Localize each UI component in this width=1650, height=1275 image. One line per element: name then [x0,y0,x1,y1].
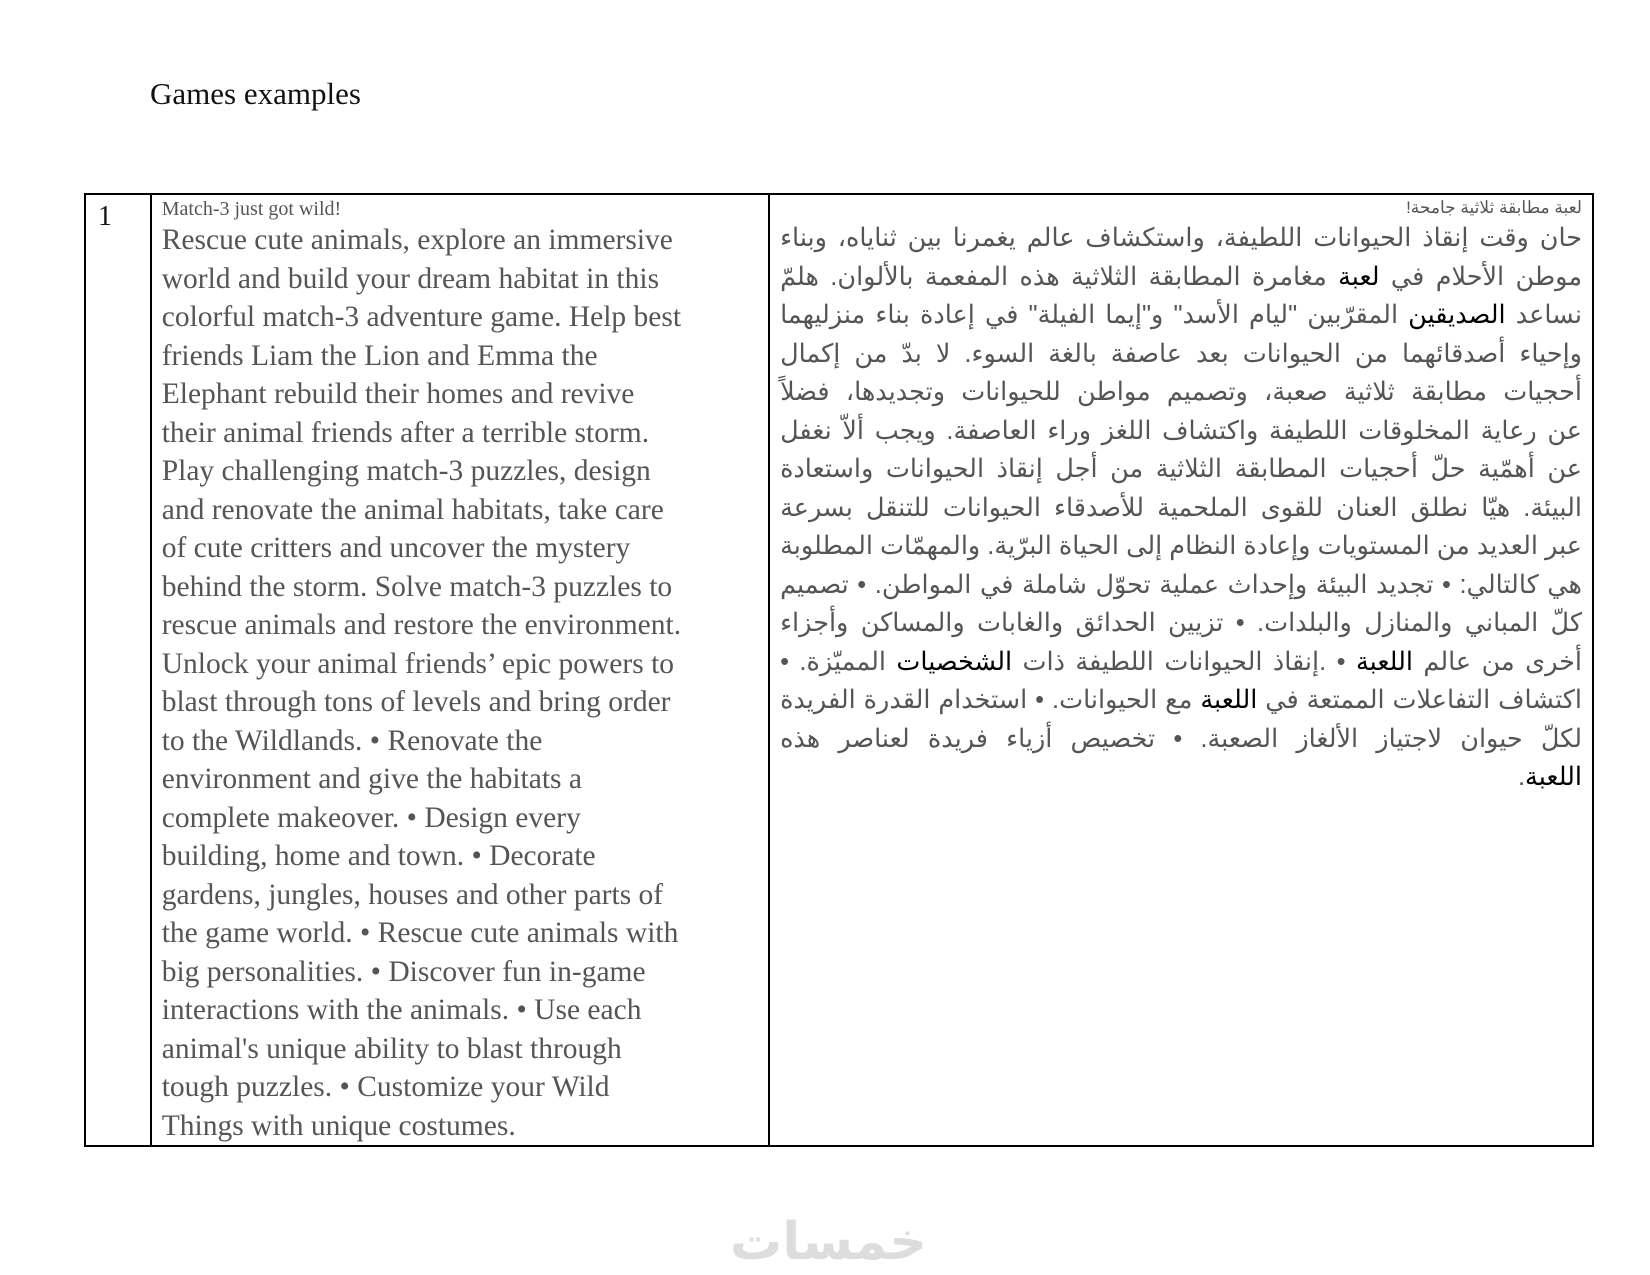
text-segment: البيئة. هيّا نطلق العنان للقوى الملحمية للأصدقاء الحيوانات للتنقل بسرعة [780,493,1582,522]
text-segment: مغامرة المطابقة الثلاثية هذه المفعمة بالألوان. هلمّ [780,262,1339,291]
english-text-line: to the Wildlands. • Renovate the [161,724,543,757]
english-text-line: building, home and town. • Decorate [161,840,596,872]
text-segment: عن رعاية المخلوقات اللطيفة واكتشاف اللغز وراء العاصفة. ويجب ألاّ نغفل [780,416,1582,445]
arabic-text-line [780,643,1582,682]
english-subtitle: Match-3 just got wild! [161,198,342,220]
english-text-line: and renovate the animal habitats, take care [161,493,664,526]
arabic-text-line [780,219,1582,258]
english-text-line: interactions with the animals. • Use each [161,994,642,1026]
english-text-line: colorful match-3 adventure game. Help best [161,301,682,333]
arabic-subtitle: لعبة مطابقة ثلاثية جامحة! [1406,198,1582,217]
english-text-line: environment and give the habitats a [161,763,582,795]
english-text-line: Things with unique costumes. [161,1109,516,1142]
arabic-text-line [780,604,1582,643]
english-text-line: Elephant rebuild their homes and revive [161,378,635,410]
arabic-body [780,219,1582,797]
text-segment: نساعد [1505,301,1582,329]
english-text-line: rescue animals and restore the environment. [161,609,682,641]
english-text-line: Play challenging match-3 puzzles, design [161,455,651,487]
text-segment: أخرى من عالم [1412,647,1582,676]
english-text-line: Rescue cute animals, explore an immersive [161,224,673,256]
highlighted-word: اللعبة [1525,763,1582,791]
arabic-text-line [780,258,1582,297]
arabic-text-line [780,566,1582,605]
english-text-line: world and build your dream habitat in this [161,262,660,295]
english-body [162,221,760,1145]
text-segment: موطن الأحلام في [1379,262,1582,291]
english-text-line: blast through tons of levels and bring order [161,686,671,718]
english-text-line: of cute critters and uncover the mystery [161,532,631,564]
text-segment: عبر العديد من المستويات وإعادة النظام إلى الحياة البرّية. والمهمّات المطلوبة [780,532,1582,560]
english-description-cell [151,194,769,1146]
arabic-text-line [780,681,1582,720]
arabic-text-line [780,412,1582,451]
highlighted-word: الصديقين [1408,301,1506,329]
text-segment: المقرّبين "ليام الأسد" و"إيما الفيلة" في إعادة بناء منزليهما [780,301,1409,329]
highlighted-word: اللعبة [1356,647,1413,676]
arabic-text-line [780,296,1582,335]
arabic-description-cell [769,194,1593,1146]
english-text-line: the game world. • Rescue cute animals with [161,917,679,949]
highlighted-word: الشخصيات [896,647,1013,676]
english-text-line: friends Liam the Lion and Emma the [161,339,598,372]
watermark-logo: خمسات [730,1212,928,1272]
english-text-line: behind the storm. Solve match-3 puzzles to [161,570,673,603]
arabic-text-line [780,335,1582,374]
highlighted-word: لعبة [1338,262,1380,291]
text-segment: هي كالتالي: • تجديد البيئة وإحداث عملية تحوّل شاملة في المواطن. • تصميم [780,570,1582,599]
arabic-text-line [780,758,1582,797]
english-text-line: gardens, jungles, houses and other parts of [161,878,664,911]
text-segment: عن أهمّية حلّ أحجيات المطابقة الثلاثية من أجل إنقاذ الحيوانات واستعادة [780,455,1582,483]
row-number: 1 [85,194,151,1146]
english-text-line: complete makeover. • Design every [161,801,581,834]
text-segment: وإحياء أصدقائهما من الحيوانات بعد عاصفة بالغة السوء. لا بدّ من إكمال [780,339,1582,368]
text-segment: كلّ المباني والمنازل والبلدات. • تزيين الحدائق والغابات والمساكن وأجزاء [780,609,1582,637]
text-segment: أحجيات مطابقة ثلاثية صعبة، وتصميم مواطن للحيوانات وتجديدها، فضلاً [780,378,1582,406]
text-segment: . [1517,763,1526,791]
text-segment: لكلّ حيوان لاجتياز الألغاز الصعبة. • تخصيص أزياء فريدة لعناصر هذه [780,724,1582,753]
english-text-line: their animal friends after a terrible storm. [161,416,650,449]
arabic-text-line [780,373,1582,412]
arabic-text-line [780,450,1582,489]
text-segment: مع الحيوانات. • استخدام القدرة الفريدة [780,686,1201,714]
text-segment: • .إنقاذ الحيوانات اللطيفة ذات [1012,647,1357,676]
english-text-line: animal's unique ability to blast through [161,1032,622,1065]
text-segment: المميّزة. • [780,647,897,676]
text-segment: اكتشاف التفاعلات الممتعة في [1257,686,1582,714]
table-row [85,194,1593,1146]
arabic-text-line [780,527,1582,566]
page-title: Games examples [150,76,361,111]
english-text-line: Unlock your animal friends’ epic powers to [161,647,675,680]
arabic-text-line [780,489,1582,528]
arabic-text-line [780,720,1582,759]
highlighted-word: اللعبة [1200,686,1258,714]
text-segment: حان وقت إنقاذ الحيوانات اللطيفة، واستكشاف عالم يغمرنا بين ثناياه، وبناء [780,224,1582,252]
english-text-line: big personalities. • Discover fun in-game [161,955,646,988]
games-table [84,193,1594,1147]
english-text-line: tough puzzles. • Customize your Wild [161,1071,610,1103]
